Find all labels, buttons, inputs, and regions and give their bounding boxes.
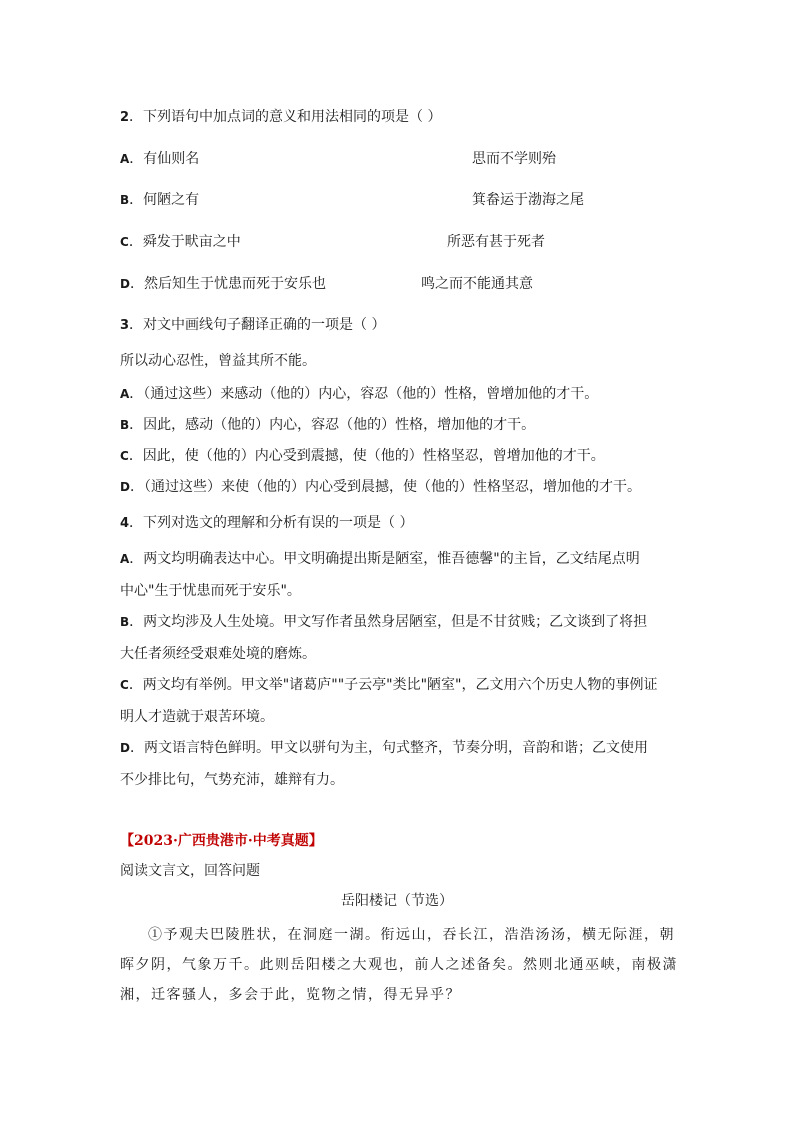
q3-option-a: A．（通过这些）来感动（他的）内心，容忍（他的）性格，曾增加他的才干。 [120,386,599,402]
q4-stem: 4．下列对选文的理解和分析有误的一项是（ ） [120,515,414,531]
q2-option-a-left: A．有仙则名 [120,151,200,167]
q4-number: 4 [120,516,130,531]
q3-option-c: C．因此，使（他的）内心受到震撼，使（他的）性格坚忍，曾增加他的才干。 [120,448,605,464]
passage-text: ①予观夫巴陵胜状，在洞庭一湖。衔远山，吞长江，浩浩汤汤，横无际涯，朝晖夕阴，气象万千。此则岳阳楼之大观也，前人之述备矣。然则北通巫峡，南极潇湘，迁客骚人，多会于此，览物之情，得无异乎？ [120,927,678,1003]
q3-option-d: D．（通过这些）来使（他的）内心受到晨撼，使（他的）性格坚忍，增加他的才干。 [120,479,641,495]
q4-option-b-line2: 大任者须经受艰难处境的磨炼。 [120,646,316,662]
q2-option-b-right: 箕畚运于渤海之尾 [472,192,584,208]
q4-option-a-line1: A．两文均明确表达中心。甲文明确提出斯是陋室，惟吾德馨"的主旨，乙文结尾点明 [120,551,640,567]
q2-option-b-left: B．何陋之有 [120,192,200,208]
source-label: 【2023·广西贵港市·中考真题】 [120,833,323,849]
q3-stem: 3．对文中画线句子翻译正确的一项是（ ） [120,317,386,333]
q4-option-d-line1: D．两文语言特色鲜明。甲文以骈句为主，句式整齐，节奏分明，音韵和谐；乙文使用 [120,740,648,756]
passage-title: 岳阳楼记（节选） [341,893,453,909]
q4-option-d-line2: 不少排比句，气势充沛，雄辩有力。 [120,772,344,788]
q3-option-b: B．因此，感动（他的）内心，容忍（他的）性格，增加他的才干。 [120,417,536,433]
q4-option-c-line1: C．两文均有举例。甲文举"诸葛庐""子云亭"类比"陋室"，乙文用六个历史人物的事例证 [120,677,658,693]
reading-instruction: 阅读文言文，回答问题 [120,863,260,879]
q4-option-c-line2: 明人才造就于艰苦环境。 [120,709,274,725]
q2-option-d-right: 鸣之而不能通其意 [421,276,533,292]
q2-option-d-left: D．然后知生于忧患而死于安乐也 [120,276,326,292]
q2-stem: 2．下列语句中加点词的意义和用法相同的项是（ ） [120,109,442,125]
q2-number: 2 [120,110,130,125]
q3-number: 3 [120,318,130,333]
q4-option-b-line1: B．两文均涉及人生处境。甲文写作者虽然身居陋室，但是不甘贫贱；乙文谈到了将担 [120,614,648,630]
q2-option-a-right: 思而不学则殆 [472,151,556,167]
q2-option-c-right: 所恶有甚于死者 [447,234,545,250]
q3-sentence: 所以动心忍性，曾益其所不能。 [120,353,316,369]
q2-option-c-left: C．舜发于畎亩之中 [120,234,241,250]
q4-option-a-line2: 中心"生于忧患而死于安乐"。 [120,583,301,599]
